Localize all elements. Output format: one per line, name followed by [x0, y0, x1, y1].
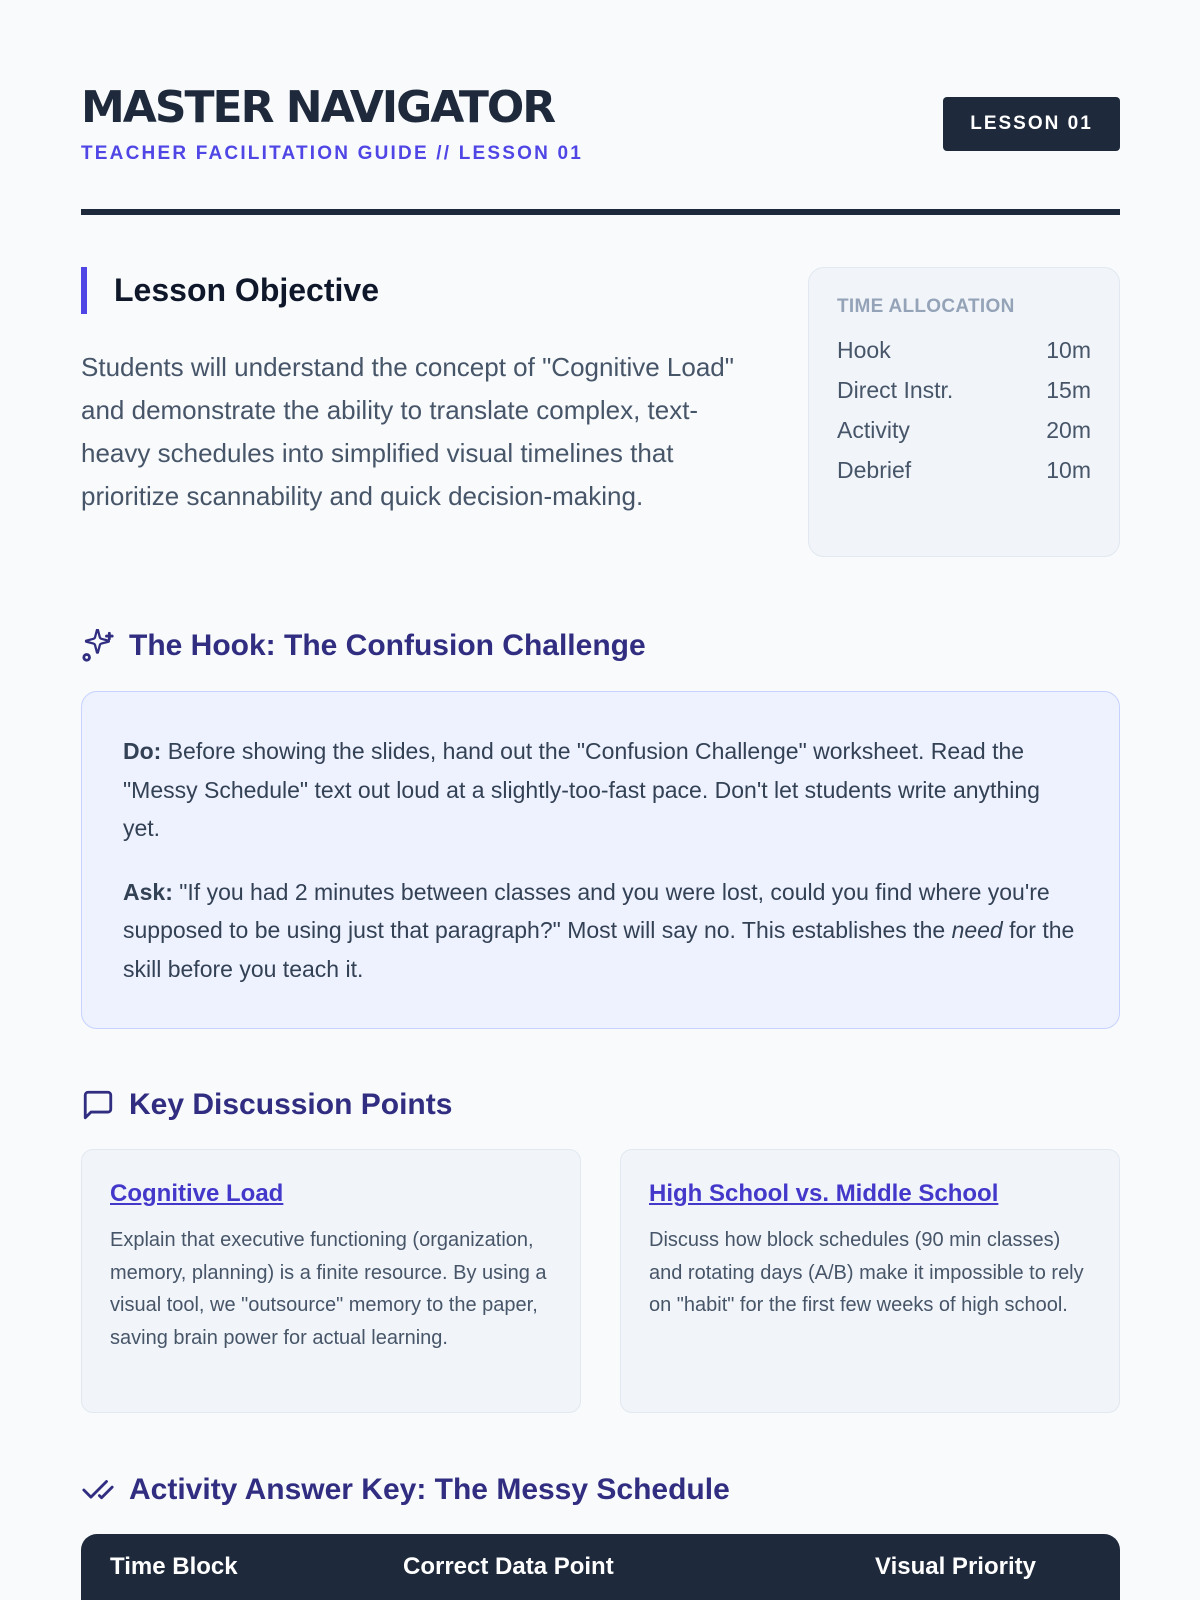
header [81, 80, 1120, 215]
time-row-value: 10m [1046, 457, 1091, 483]
do-label: Do: [123, 738, 162, 764]
lesson-badge: LESSON 01 [943, 97, 1120, 151]
discussion-card-text: Discuss how block schedules (90 min classes) and rotating days (A/B) make it impossible to rely on "habit" for the first few weeks of high school. [649, 1229, 1084, 1316]
time-row-value: 20m [1046, 417, 1091, 443]
time-row [837, 330, 1091, 370]
sparkles-icon [81, 629, 115, 663]
objective-title: Lesson Objective [114, 272, 379, 308]
hook-title: The Hook: The Confusion Challenge [129, 629, 646, 662]
objective-heading [81, 267, 751, 314]
discussion-title: Key Discussion Points [129, 1088, 453, 1121]
activity-title: Activity Answer Key: The Messy Schedule [129, 1473, 730, 1506]
answer-key-table [81, 1534, 1120, 1600]
lesson-objective [81, 267, 751, 518]
hook-card [81, 691, 1120, 1029]
ask-emphasis: need [951, 917, 1003, 943]
discussion-card-title-link[interactable]: High School vs. Middle School [649, 1180, 999, 1207]
activity-heading [81, 1473, 730, 1507]
time-allocation-label: TIME ALLOCATION [837, 296, 1015, 317]
column-header: Visual Priority [875, 1553, 1036, 1580]
objective-text: Students will understand the concept of "Cognitive Load" and demonstrate the ability to translate complex, text-heavy schedules into simplified visual timelines that prioritize scannability and quick decision-making. [81, 352, 734, 511]
time-row [837, 410, 1091, 450]
column-header: Time Block [110, 1553, 238, 1580]
time-row-name: Debrief [837, 457, 912, 483]
time-row-name: Activity [837, 417, 910, 443]
brand-subtitle: TEACHER FACILITATION GUIDE // LESSON 01 [81, 143, 584, 164]
discussion-heading [81, 1088, 452, 1122]
time-allocation-card [808, 267, 1120, 557]
table-header-row [81, 1534, 1120, 1600]
do-text: Before showing the slides, hand out the "Confusion Challenge" worksheet. Read the "Messy Schedule" text out loud at a slightly-too-fast pace. Don't let students write anything yet. [123, 738, 1040, 841]
hook-ask-paragraph [123, 873, 1079, 989]
discussion-card-title-link[interactable]: Cognitive Load [110, 1180, 284, 1207]
column-header: Correct Data Point [403, 1553, 614, 1580]
discussion-card [81, 1149, 581, 1413]
time-row-name: Direct Instr. [837, 377, 954, 403]
brand-title: MASTER NAVIGATOR [81, 82, 555, 133]
time-row-name: Hook [837, 337, 891, 363]
check-check-icon [81, 1473, 115, 1507]
ask-label: Ask: [123, 878, 173, 905]
ask-text-end: for the skill before you teach it. [123, 917, 1075, 982]
hook-heading [81, 629, 646, 663]
time-row-value: 10m [1046, 337, 1091, 363]
hook-do-paragraph [123, 732, 1079, 848]
discussion-card-text: Explain that executive functioning (organization, memory, planning) is a finite resource. By using a visual tool, we "outsource" memory to the paper, saving brain power for actual learning. [110, 1229, 547, 1349]
message-square-icon [81, 1088, 115, 1122]
ask-text: "If you had 2 minutes between classes and you were lost, could you find where you're supposed to be using just that paragraph?" Most will say no. This establishes the [123, 878, 1050, 943]
time-row [837, 450, 1091, 490]
objective-accent-bar [81, 267, 87, 314]
discussion-card [620, 1149, 1120, 1413]
time-row [837, 370, 1091, 410]
time-row-value: 15m [1046, 377, 1091, 403]
